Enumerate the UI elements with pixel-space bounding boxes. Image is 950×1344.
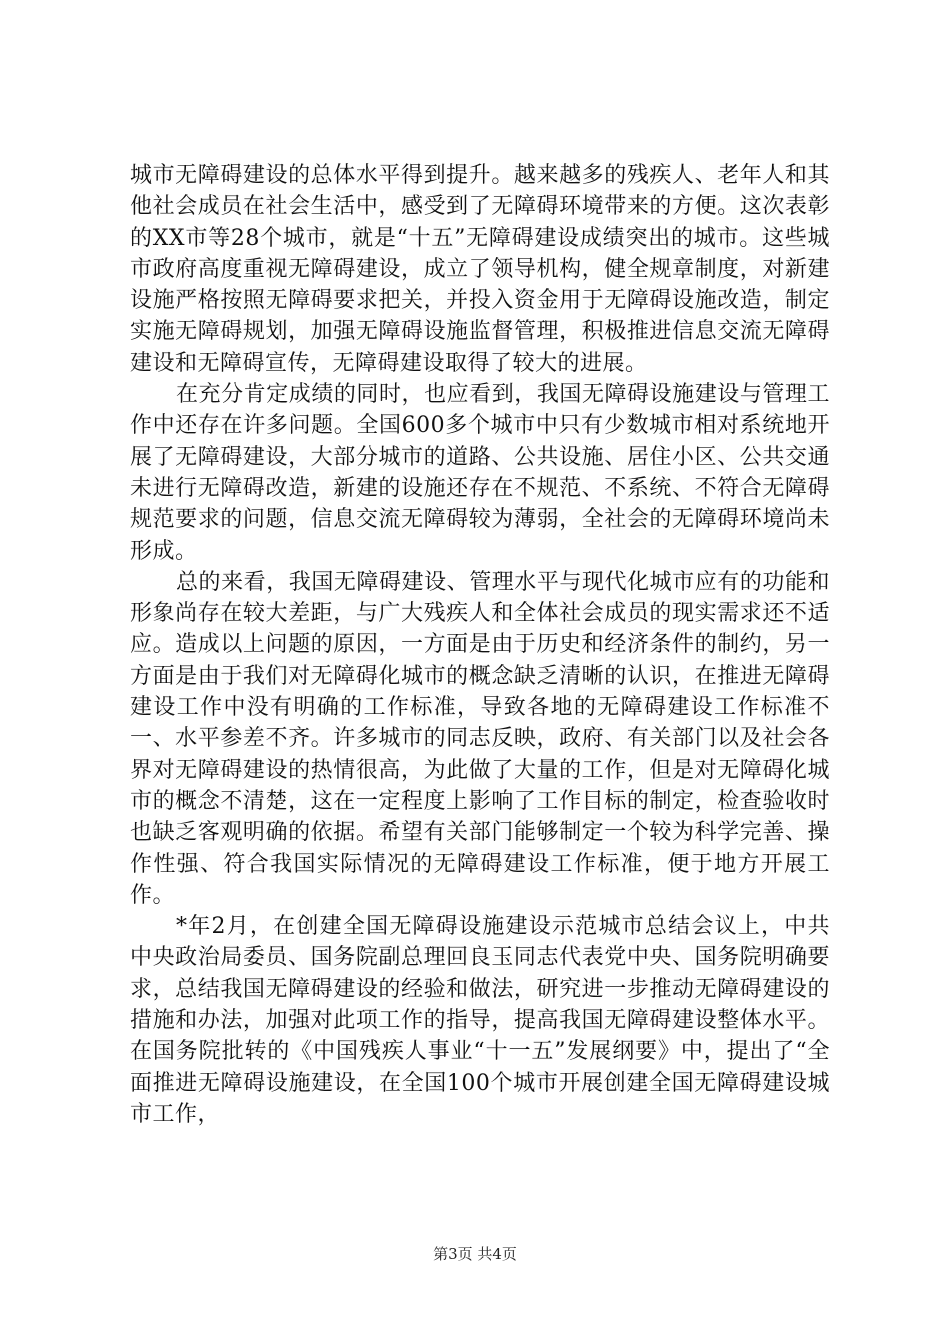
paragraph: 总的来看，我国无障碍建设、管理水平与现代化城市应有的功能和形象尚存在较大差距，与广大残疾人和全体社会成员的现实需求还不适应。造成以上问题的原因，一方面是由于历史和经济条件的制约，另一方面是由于我们对无障碍化城市的概念缺乏清晰的认识，在推进无障碍建设工作中没有明确的工作标准，导致各地的无障碍建设工作标准不一、水平参差不齐。许多城市的同志反映，政府、有关部门以及社会各界对无障碍建设的热情很高，为此做了大量的工作，但是对无障碍化城市的概念不清楚，这在一定程度上影响了工作目标的制定，检查验收时也缺乏客观明确的依据。希望有关部门能够制定一个较为科学完善、操作性强、符合我国实际情况的无障碍建设工作标准，便于地方开展工作。 [130, 569, 830, 908]
page-number: 第3页 共4页 [433, 1245, 517, 1263]
paragraph-continuation: 城市无障碍建设的总体水平得到提升。越来越多的残疾人、老年人和其他社会成员在社会生活中，感受到了无障碍环境带来的方便。这次表彰的XX市等28个城市，就是“十五”无障碍建设成绩突出的城市。这些城市政府高度重视无障碍建设，成立了领导机构，健全规章制度，对新建设施严格按照无障碍要求把关，并投入资金用于无障碍设施改造，制定实施无障碍规划，加强无障碍设施监督管理，积极推进信息交流无障碍建设和无障碍宣传，无障碍建设取得了较大的进展。 [130, 163, 830, 376]
paragraph: 在充分肯定成绩的同时，也应看到，我国无障碍设施建设与管理工作中还存在许多问题。全国600多个城市中只有少数城市相对系统地开展了无障碍建设，大部分城市的道路、公共设施、居住小区、公共交通未进行无障碍改造，新建的设施还存在不规范、不系统、不符合无障碍规范要求的问题，信息交流无障碍较为薄弱，全社会的无障碍环境尚未形成。 [130, 382, 830, 564]
page-footer [0, 1244, 950, 1264]
paragraph: *年2月，在创建全国无障碍设施建设示范城市总结会议上，中共中央政治局委员、国务院副总理回良玉同志代表党中央、国务院明确要求，总结我国无障碍建设的经验和做法，研究进一步推动无障碍建设的措施和办法，加强对此项工作的指导，提高我国无障碍建设整体水平。在国务院批转的《中国残疾人事业“十一五”发展纲要》中，提出了“全面推进无障碍设施建设，在全国100个城市开展创建全国无障碍建设城市工作， [130, 914, 830, 1127]
document-body [130, 160, 830, 1130]
